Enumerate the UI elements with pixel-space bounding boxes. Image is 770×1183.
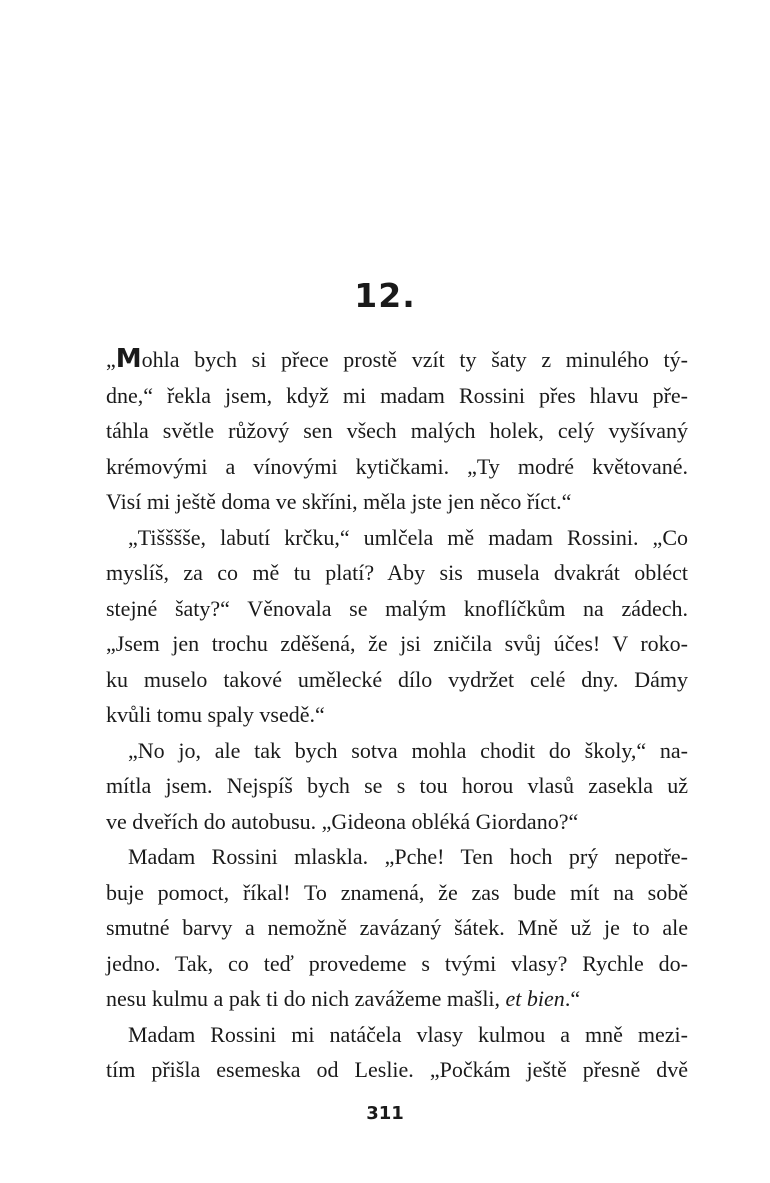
text-line: „Mohla bych si přece prostě vzít ty šaty z minulého tý- — [106, 344, 688, 374]
text-line: krémovými a vínovými kytičkami. „Ty modré květované. — [106, 453, 688, 479]
text-line: ve dveřích do autobusu. „Gideona obléká Giordano?“ — [106, 808, 579, 834]
text-line: Madam Rossini mi natáčela vlasy kulmou a mně mezi- — [128, 1021, 688, 1047]
text-line: nesu kulmu a pak ti do nich zavážeme mašli, et bien.“ — [106, 986, 581, 1011]
opening-quote: „ — [106, 347, 116, 372]
text-line: stejné šaty?“ Věnovala se malým knoflíčkům na zádech. — [106, 595, 688, 621]
text-line: tím přišla esemeska od Leslie. „Počkám ještě přesně dvě — [106, 1057, 688, 1082]
text-line: Visí mi ještě doma ve skříni, měla jste jen něco říct.“ — [106, 489, 572, 514]
text-line: jedno. Tak, co teď provedeme s tvými vlasy? Rychle do- — [106, 950, 688, 976]
text-line: „No jo, ale tak bych sotva mohla chodit do školy,“ na- — [128, 737, 688, 763]
text-line: dne,“ řekla jsem, když mi madam Rossini přes hlavu pře- — [106, 382, 688, 408]
chapter-title: 12. — [354, 276, 416, 315]
text-line: táhla světle růžový sen všech malých holek, celý vyšívaný — [106, 418, 688, 443]
page-number: 311 — [366, 1103, 404, 1124]
text-line: kvůli tomu spaly vsedě.“ — [106, 702, 325, 727]
text-line: Madam Rossini mlaskla. „Pche! Ten hoch prý nepotře- — [128, 844, 688, 869]
dropcap-letter: M — [115, 344, 142, 374]
text-line: „Tišššše, labutí krčku,“ umlčela mě madam Rossini. „Co — [128, 524, 688, 550]
italic-phrase: et bien — [505, 986, 565, 1011]
text-line: smutné barvy a nemožně zavázaný šátek. Mně už je to ale — [106, 915, 688, 940]
text-line: mítla jsem. Nejspíš bych se s tou horou vlasů zasekla už — [106, 773, 688, 798]
text-line: „Jsem jen trochu zděšená, že jsi zničila svůj účes! V roko- — [106, 631, 688, 656]
body-text — [106, 342, 688, 1088]
text-line: myslíš, za co mě tu platí? Aby sis musela dvakrát obléct — [106, 560, 688, 585]
text-line: ku muselo takové umělecké dílo vydržet celé dny. Dámy — [106, 666, 688, 692]
text-line: buje pomoct, říkal! To znamená, že zas bude mít na sobě — [106, 879, 688, 905]
